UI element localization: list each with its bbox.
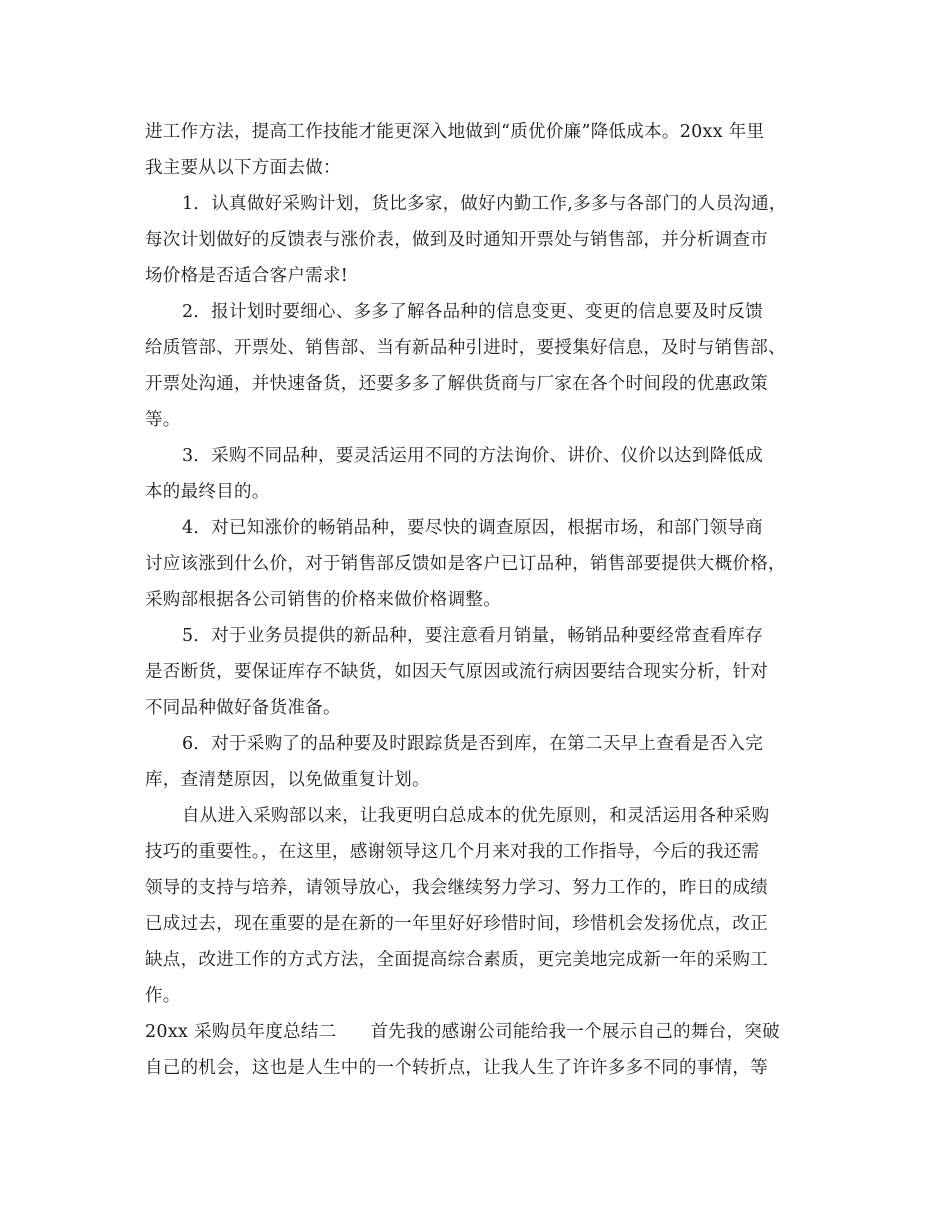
- list-item-5-line: 不同品种做好备货准备。: [145, 698, 341, 718]
- closing-paragraph-line: 已成过去，现在重要的是在新的一年里好好珍惜时间，珍惜机会发扬优点，改正: [145, 914, 768, 934]
- closing-paragraph-line: 技巧的重要性。，在这里，感谢领导这几个月来对我的工作指导，今后的我还需: [145, 842, 760, 862]
- closing-paragraph-line: 领导的支持与培养，请领导放心，我会继续努力学习、努力工作的，昨日的成绩: [145, 878, 768, 898]
- list-item-1-line: 每次计划做好的反馈表与涨价表，做到及时通知开票处与销售部，并分析调查市: [145, 230, 768, 250]
- section-heading: 20xx 采购员年度总结二: [145, 1022, 337, 1042]
- list-item-6-line: 6．对于采购了的品种要及时跟踪货是否到库，在第二天早上查看是否入完: [182, 734, 764, 754]
- closing-paragraph-line: 缺点，改进工作的方式方法，全面提高综合素质，更完美地完成新一年的采购工: [145, 950, 768, 970]
- paragraph-line: 进工作方法，提高工作技能才能更深入地做到“质优价廉”降低成本。20xx 年里: [145, 122, 765, 142]
- list-item-5-line: 5．对于业务员提供的新品种，要注意看月销量，畅销品种要经常查看库存: [182, 626, 764, 646]
- list-item-4-line: 4．对已知涨价的畅销品种，要尽快的调查原因，根据市场，和部门领导商: [182, 518, 764, 538]
- section-first-sentence: 首先我的感谢公司能给我一个展示自己的舞台，突破: [370, 1022, 780, 1042]
- list-item-3-line: 本的最终目的。: [145, 482, 270, 502]
- paragraph-line: 我主要从以下方面去做：: [145, 158, 341, 178]
- closing-paragraph-line: 作。: [145, 986, 181, 1006]
- list-item-4-line: 讨应该涨到什么价，对于销售部反馈如是客户已订品种，销售部要提供大概价格，: [145, 554, 786, 574]
- list-item-1-line: 场价格是否适合客户需求!: [145, 266, 349, 286]
- document-body: [145, 114, 825, 1086]
- closing-paragraph-line: 自从进入采购部以来，让我更明白总成本的优先原则，和灵活运用各种采购: [182, 806, 770, 826]
- list-item-6-line: 库，查清楚原因，以免做重复计划。: [145, 770, 430, 790]
- list-item-2-line: 开票处沟通，并快速备货，还要多多了解供货商与厂家在各个时间段的优惠政策: [145, 374, 768, 394]
- list-item-1-line: 1．认真做好采购计划，货比多家，做好内勤工作,多多与各部门的人员沟通，: [182, 194, 787, 214]
- section-heading-line: [145, 1014, 825, 1050]
- list-item-2-line: 等。: [145, 410, 181, 430]
- list-item-3-line: 3．采购不同品种，要灵活运用不同的方法询价、讲价、仪价以达到降低成: [182, 446, 764, 466]
- list-item-5-line: 是否断货，要保证库存不缺货，如因天气原因或流行病因要结合现实分析，针对: [145, 662, 768, 682]
- list-item-2-line: 给质管部、开票处、销售部、当有新品种引进时，要授集好信息，及时与销售部、: [145, 338, 786, 358]
- paragraph-line: 自己的机会，这也是人生中的一个转折点，让我人生了许许多多不同的事情，等: [145, 1058, 768, 1078]
- list-item-2-line: 2．报计划时要细心、多多了解各品种的信息变更、变更的信息要及时反馈: [182, 302, 764, 322]
- list-item-4-line: 采购部根据各公司销售的价格来做价格调整。: [145, 590, 501, 610]
